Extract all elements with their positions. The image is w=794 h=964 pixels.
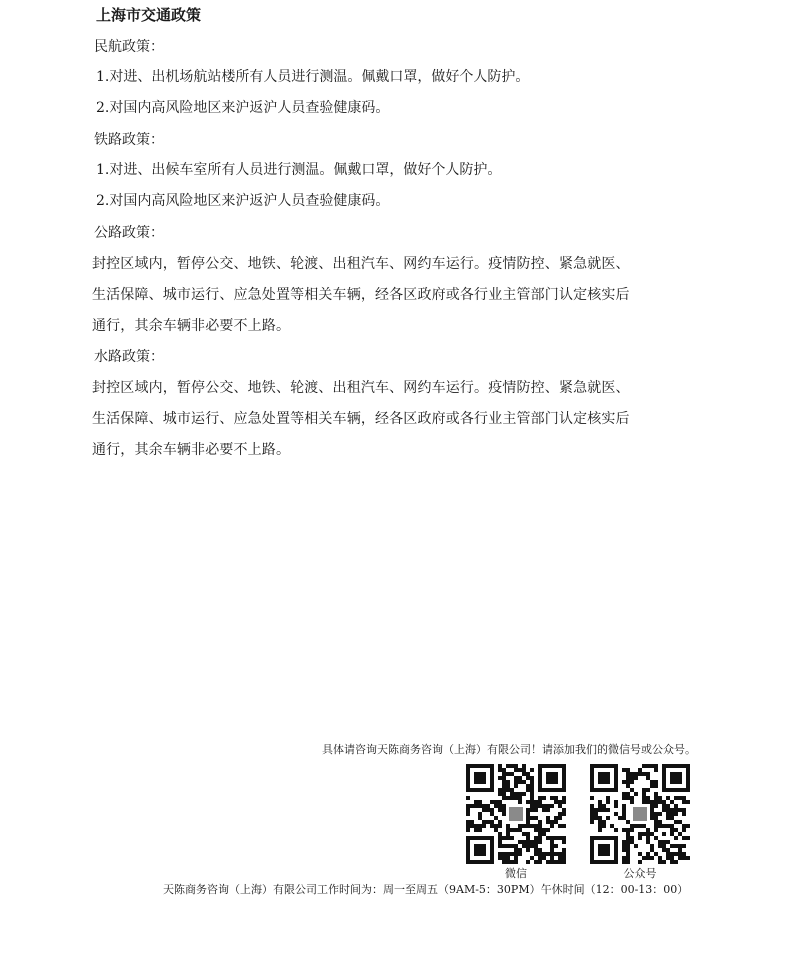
civil-item-2: 2.对国内高风险地区来沪返沪人员查验健康码。 (96, 100, 390, 116)
road-line-3: 通行，其余车辆非必要不上路。 (92, 318, 291, 334)
water-paragraph (92, 373, 712, 466)
section-heading-civil: 民航政策： (94, 39, 164, 55)
road-paragraph (92, 249, 712, 342)
business-hours: 天陈商务咨询（上海）有限公司工作时间为：周一至周五（9AM-5：30PM）午休时间（12：00-13：00） (163, 883, 689, 896)
section-heading-road: 公路政策： (94, 225, 164, 241)
rail-item-1: 1.对进、出候车室所有人员进行测温。佩戴口罩，做好个人防护。 (96, 162, 502, 178)
wechat-qr-code (466, 764, 566, 864)
water-line-2: 生活保障、城市运行、应急处置等相关车辆，经各区政府或各行业主管部门认定核实后 (92, 411, 630, 427)
official-account-qr-code (590, 764, 690, 864)
official-account-qr-icon (590, 764, 690, 864)
water-line-3: 通行，其余车辆非必要不上路。 (92, 442, 291, 458)
contact-note: 具体请咨询天陈商务咨询（上海）有限公司！请添加我们的微信号或公众号。 (322, 743, 696, 756)
road-line-1: 封控区域内，暂停公交、地铁、轮渡、出租汽车、网约车运行。疫情防控、紧急就医、 (92, 256, 630, 272)
road-line-2: 生活保障、城市运行、应急处置等相关车辆，经各区政府或各行业主管部门认定核实后 (92, 287, 630, 303)
rail-item-2: 2.对国内高风险地区来沪返沪人员查验健康码。 (96, 193, 390, 209)
wechat-qr-label: 微信 (505, 867, 527, 880)
wechat-qr-icon (466, 764, 566, 864)
official-account-qr-label: 公众号 (623, 867, 657, 880)
section-heading-rail: 铁路政策： (94, 132, 164, 148)
section-heading-water: 水路政策： (94, 349, 164, 365)
civil-item-1: 1.对进、出机场航站楼所有人员进行测温。佩戴口罩，做好个人防护。 (96, 69, 530, 85)
page-title: 上海市交通政策 (96, 6, 202, 24)
water-line-1: 封控区域内，暂停公交、地铁、轮渡、出租汽车、网约车运行。疫情防控、紧急就医、 (92, 380, 630, 396)
